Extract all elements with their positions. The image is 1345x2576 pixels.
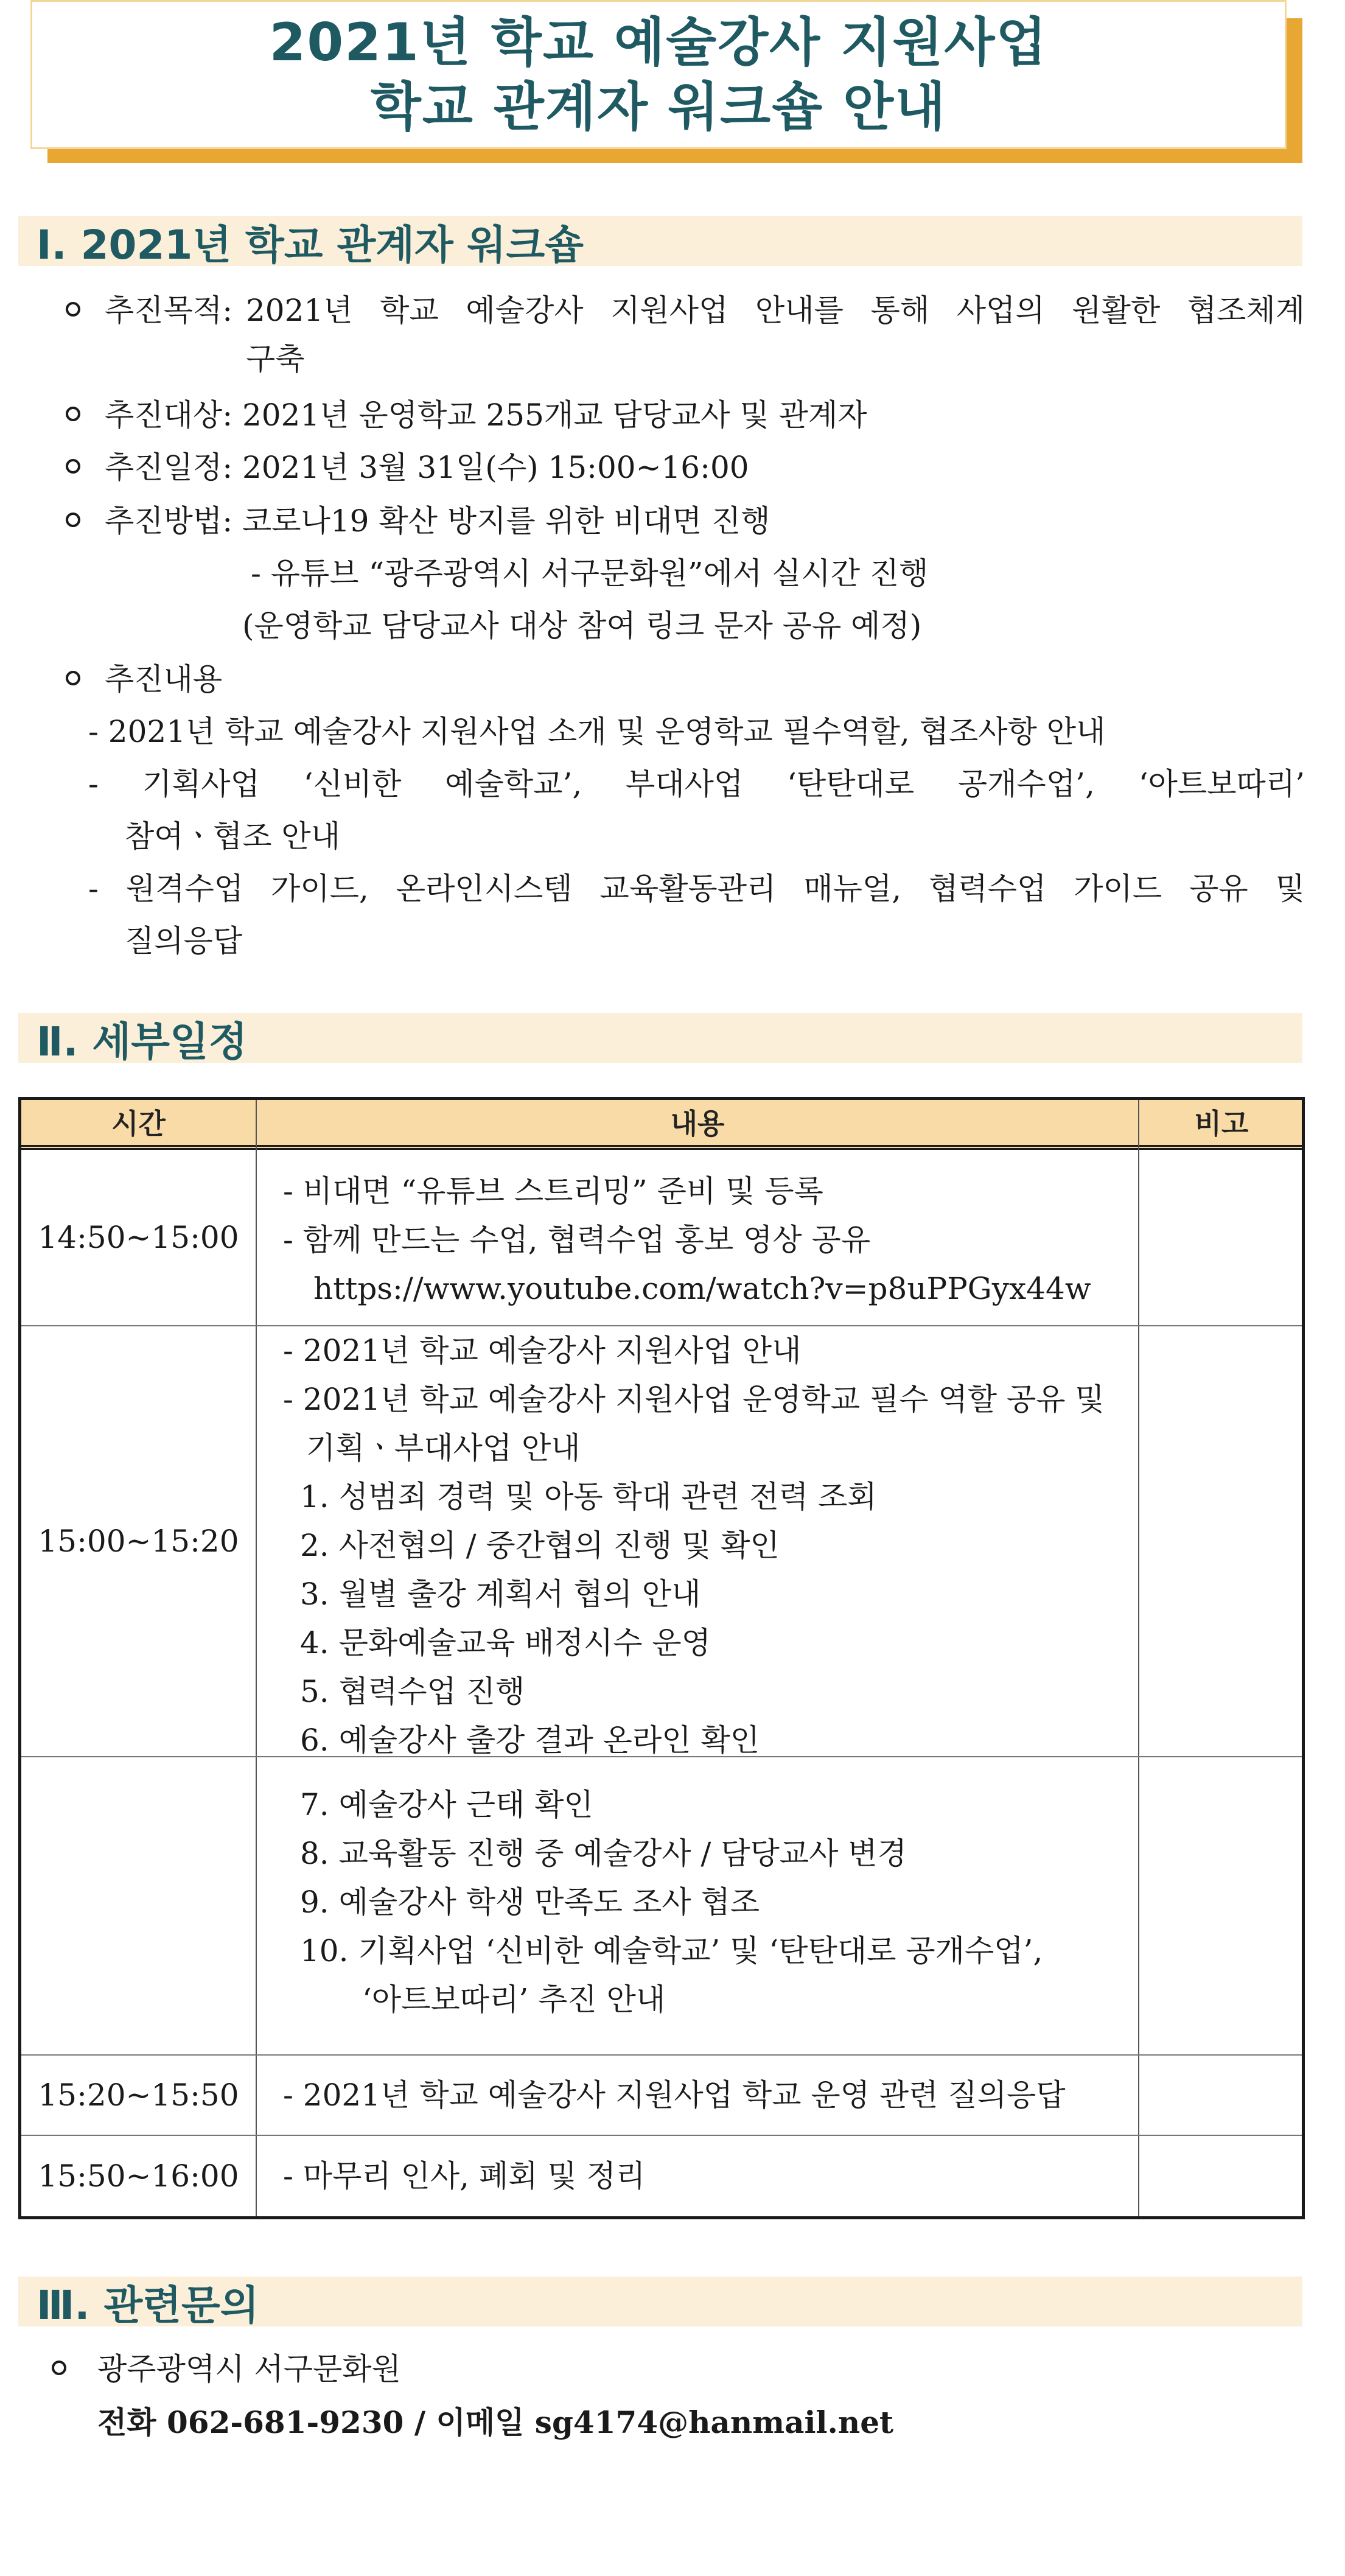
row-4-line-1: - 2021년 학교 예술강사 지원사업 학교 운영 관련 질의응답 [283, 2077, 1066, 2113]
method-text: 추진방법: 코로나19 확산 방지를 위한 비대면 진행 [105, 503, 770, 539]
row-3-line-1: 7. 예술강사 근태 확인 [300, 1787, 593, 1822]
header-note: 비고 [1194, 1107, 1249, 1140]
bullet-icon [52, 2351, 66, 2387]
content-item-3: - 원격수업 가이드, 온라인시스템 교육활동관리 매뉴얼, 협력수업 가이드 공유 및 [88, 871, 1305, 906]
purpose-cont: 구축 [246, 341, 305, 377]
title-line-2: 학교 관계자 워크숍 안내 [370, 76, 947, 138]
row-5-line-1: - 마무리 인사, 폐회 및 정리 [283, 2158, 646, 2194]
target-text: 추진대상: 2021년 운영학교 255개교 담당교사 및 관계자 [105, 397, 867, 433]
section-1-heading: Ⅰ. 2021년 학교 관계자 워크숍 [18, 216, 1302, 266]
row-2-line-9: 6. 예술강사 출강 결과 온라인 확인 [300, 1723, 760, 1758]
schedule-text: 추진일정: 2021년 3월 31일(수) 15:00~16:00 [105, 450, 749, 485]
bullet-icon [66, 292, 80, 329]
row-2-line-2: - 2021년 학교 예술강사 지원사업 운영학교 필수 역할 공유 및 [283, 1382, 1105, 1417]
content-item-2-cont: 참여ㆍ협조 안내 [125, 819, 340, 854]
bullet-icon [66, 397, 80, 433]
section-2-heading: Ⅱ. 세부일정 [18, 1013, 1302, 1063]
bullet-icon [66, 503, 80, 539]
content-label: 추진내용 [105, 662, 223, 697]
schedule-table [18, 1097, 1305, 2219]
header-content: 내용 [670, 1107, 725, 1140]
row-3-line-3: 9. 예술강사 학생 만족도 조사 협조 [300, 1885, 760, 1920]
title-line-1: 2021년 학교 예술강사 지원사업 [269, 12, 1048, 73]
contact-org: 광주광역시 서구문화원 [97, 2351, 401, 2387]
content-item-2: - 기획사업 ‘신비한 예술학교’, 부대사업 ‘탄탄대로 공개수업’, ‘아트보따리’ [88, 766, 1305, 802]
column-divider [256, 1100, 257, 2216]
row-2-line-7: 4. 문화예술교육 배정시수 운영 [300, 1625, 711, 1661]
table-header [21, 1100, 1302, 1150]
row-2-line-8: 5. 협력수업 진행 [300, 1674, 525, 1709]
purpose-text: 2021년 학교 예술강사 지원사업 안내를 통해 사업의 원활한 협조체계 [246, 293, 1305, 328]
row-4-time: 15:20~15:50 [38, 2077, 239, 2113]
bullet-icon [66, 449, 80, 486]
content-item-1: - 2021년 학교 예술강사 지원사업 소개 및 운영학교 필수역할, 협조사항 안내 [88, 714, 1106, 749]
row-3-time [21, 1757, 256, 2054]
purpose-label: 추진목적: [105, 293, 233, 328]
column-divider [1138, 1100, 1139, 2216]
contact-info: 전화 062-681-9230 / 이메일 sg4174@hanmail.net [97, 2404, 894, 2440]
row-1-time: 14:50~15:00 [38, 1220, 239, 1255]
row-1-line-2: - 함께 만드는 수업, 협력수업 홍보 영상 공유 [283, 1222, 871, 1258]
content-item-3-cont: 질의응답 [125, 923, 243, 959]
row-2-line-3: 기획ㆍ부대사업 안내 [306, 1430, 581, 1466]
row-2-line-4: 1. 성범죄 경력 및 아동 학대 관련 전력 조회 [300, 1479, 877, 1514]
bullet-icon [66, 661, 80, 698]
row-5-time: 15:50~16:00 [38, 2158, 239, 2194]
row-2-line-5: 2. 사전협의 / 중간협의 진행 및 확인 [300, 1528, 780, 1563]
title-box [30, 0, 1287, 149]
header-time: 시간 [111, 1107, 166, 1140]
method-sub-2: (운영학교 담당교사 대상 참여 링크 문자 공유 예정) [242, 608, 922, 643]
section-3-heading: Ⅲ. 관련문의 [18, 2277, 1302, 2326]
row-1-line-1: - 비대면 “유튜브 스트리밍” 준비 및 등록 [283, 1174, 823, 1209]
row-3-line-5: ‘아트보따리’ 추진 안내 [362, 1982, 666, 2017]
row-2-time: 15:00~15:20 [38, 1524, 239, 1559]
row-3-line-2: 8. 교육활동 진행 중 예술강사 / 담당교사 변경 [300, 1836, 907, 1871]
method-sub-1: - 유튜브 “광주광역시 서구문화원”에서 실시간 진행 [251, 556, 929, 591]
row-1-link[interactable]: https://www.youtube.com/watch?v=p8uPPGyx44w [313, 1271, 1091, 1306]
row-2-line-6: 3. 월별 출강 계획서 협의 안내 [300, 1577, 701, 1612]
row-2-line-1: - 2021년 학교 예술강사 지원사업 안내 [283, 1333, 802, 1368]
row-3-line-4: 10. 기획사업 ‘신비한 예술학교’ 및 ‘탄탄대로 공개수업’, [300, 1933, 1043, 1969]
